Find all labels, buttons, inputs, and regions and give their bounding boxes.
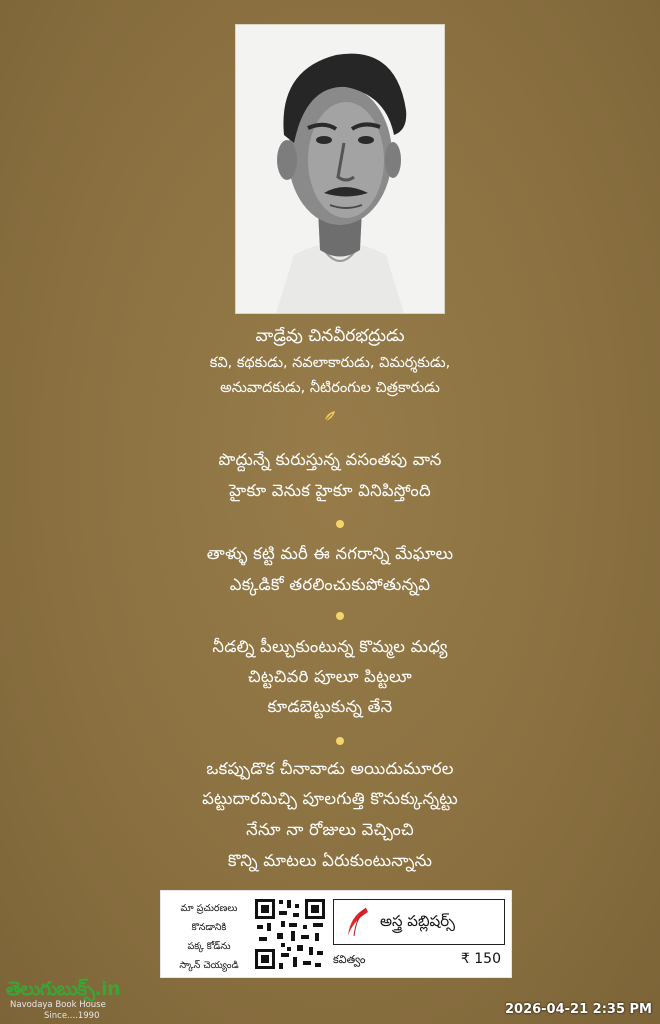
watermark-since: Since....1990 (44, 1011, 100, 1021)
poem-line: కొన్ని మాటలు ఏరుకుంటున్నాను (227, 851, 433, 870)
stanza-separator-dot (336, 520, 344, 528)
publisher-footer (160, 890, 512, 978)
price-label: ₹ 150 (460, 951, 501, 967)
astra-logo-icon (342, 906, 372, 938)
poem-line: తాళ్ళు కట్టి మరీ ఈ నగరాన్ని మేఘాలు (206, 544, 454, 563)
leaf-ornament-icon (322, 408, 338, 424)
author-role-line-2: అనువాదకుడు, నీటిరంగుల చిత్రకారుడు (220, 380, 440, 396)
genre-label: కవిత్వం (333, 953, 366, 966)
watermark-subtitle: Navodaya Book House (10, 1000, 106, 1010)
poem-line: నేనూ నా రోజులు వెచ్చించి (246, 820, 414, 839)
poem-line: పొద్దున్నే కురుస్తున్న వసంతపు వాన (218, 450, 442, 469)
author-name: వాడ్రేవు చినవీరభద్రుడు (255, 326, 405, 346)
poem-line: ఒకప్పుడొక చీనావాడు అయిదుమూరల (206, 759, 454, 778)
publisher-name: అస్త్ర పబ్లిషర్స్ (380, 912, 455, 930)
poem-line: పట్టుదారమిచ్చి పూలగుత్తి కొనుక్కున్నట్టు (202, 789, 458, 808)
qr-instruction-line: కొనడానికి (191, 922, 227, 933)
site-watermark (4, 976, 134, 1024)
poem-line: నీడల్ని పీల్చుకుంటున్న కొమ్మల మధ్య (212, 637, 448, 656)
author-photo (236, 25, 444, 313)
poem-line: హైకూ వెనుక హైకూ వినిపిస్తోంది (229, 481, 431, 500)
qr-instruction-line: పక్క కోడ్‌ను (187, 941, 231, 952)
poem-line: చిట్టచివరి పూలూ పిట్టలూ (248, 667, 412, 686)
publisher-logo-box (333, 899, 505, 945)
qr-code-icon[interactable] (253, 897, 327, 971)
stanza-separator-dot (336, 737, 344, 745)
poem-line: కూడబెట్టుకున్న తేనె (267, 697, 393, 716)
poem-line: ఎక్కడికో తరలించుకుపోతున్నవి (229, 575, 431, 594)
author-role-line-1: కవి, కథకుడు, నవలాకారుడు, విమర్శకుడు, (209, 355, 451, 371)
qr-instruction-line: మా ప్రచురణలు (180, 903, 238, 914)
stanza-separator-dot (336, 612, 344, 620)
photo-timestamp: 2026-04-21 2:35 PM (504, 1002, 652, 1017)
qr-instruction (169, 899, 249, 975)
qr-instruction-line: స్కాన్ చెయ్యండి (179, 960, 239, 971)
watermark-title: తెలుగుబుక్స్.in (6, 978, 121, 1000)
